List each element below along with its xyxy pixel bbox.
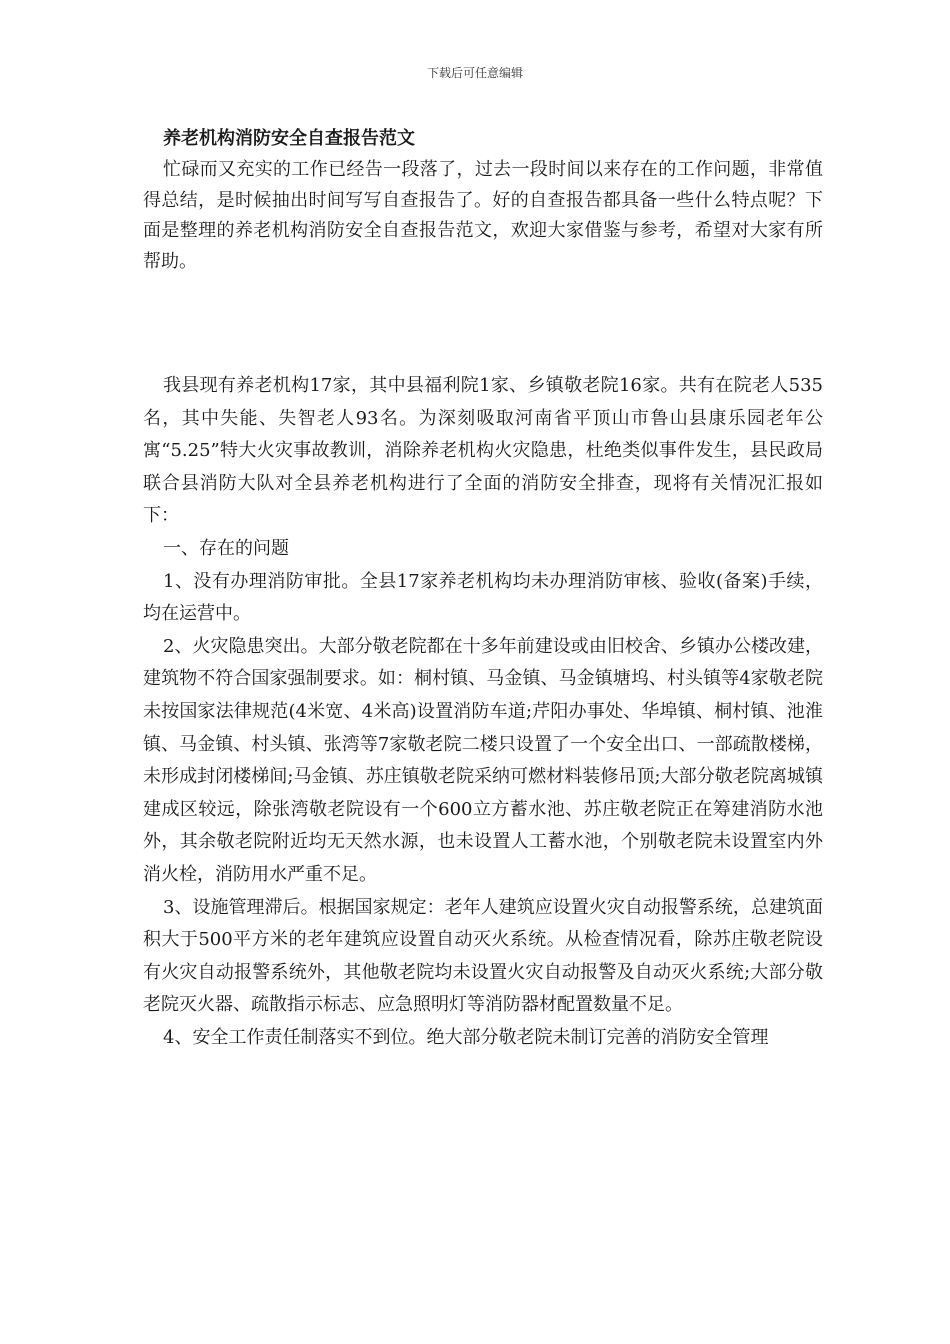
body-paragraph-overview: 我县现有养老机构17家，其中县福利院1家、乡镇敬老院16家。共有在院老人535名，其中失能、失智老人93名。为深刻吸取河南省平顶山市鲁山县康乐园老年公寓“5.25”特大火灾事故教训，消除养老机构火灾隐患，杜绝类似事件发生，县民政局联合县消防大队对全县养老机构进行了全面的消防安全排查，现将有关情况汇报如下：: [143, 375, 823, 527]
document-title: 养老机构消防安全自查报告范文: [163, 128, 415, 149]
body-section: [143, 370, 823, 1054]
intro-paragraph: 忙碌而又充实的工作已经告一段落了，过去一段时间以来存在的工作问题，非常值得总结，是时候抽出时间写写自查报告了。好的自查报告都具备一些什么特点呢？下面是整理的养老机构消防安全自查报告范文，欢迎大家借鉴与参考，希望对大家有所帮助。: [143, 159, 823, 272]
body-paragraph-item-1: 1、没有办理消防审批。全县17家养老机构均未办理消防审核、验收(备案)手续，均在运营中。: [143, 570, 823, 625]
header-note: 下载后可任意编辑: [426, 66, 523, 80]
body-paragraph-item-2: 2、火灾隐患突出。大部分敬老院都在十多年前建设或由旧校舍、乡镇办公楼改建，建筑物不符合国家强制要求。如：桐村镇、马金镇、马金镇塘坞、村头镇等4家敬老院未按国家法律规范(4米宽、4米高)设置消防车道;芹阳办事处、华埠镇、桐村镇、池淮镇、马金镇、村头镇、张湾等7家敬老院二楼只设置了一个安全出口、一部疏散楼梯，未形成封闭楼梯间;马金镇、苏庄镇敬老院采纳可燃材料装修吊顶;大部分敬老院离城镇建成区较远，除张湾敬老院设有一个600立方蓄水池、苏庄敬老院正在筹建消防水池外，其余敬老院附近均无天然水源，也未设置人工蓄水池，个别敬老院未设置室内外消火栓，消防用水严重不足。: [143, 635, 823, 885]
intro-section: [143, 155, 823, 277]
body-paragraph-item-3: 3、设施管理滞后。根据国家规定：老年人建筑应设置火灾自动报警系统，总建筑面积大于500平方米的老年建筑应设置自动灭火系统。从检查情况看，除苏庄敬老院设有火灾自动报警系统外，其他敬老院均未设置火灾自动报警及自动灭火系统;大部分敬老院灭火器、疏散指示标志、应急照明灯等消防器材配置数量不足。: [143, 896, 823, 1016]
section-heading-problems: 一、存在的问题: [163, 537, 289, 559]
body-paragraph-item-4: 4、安全工作责任制落实不到位。绝大部分敬老院未制订完善的消防安全管理: [163, 1026, 769, 1048]
